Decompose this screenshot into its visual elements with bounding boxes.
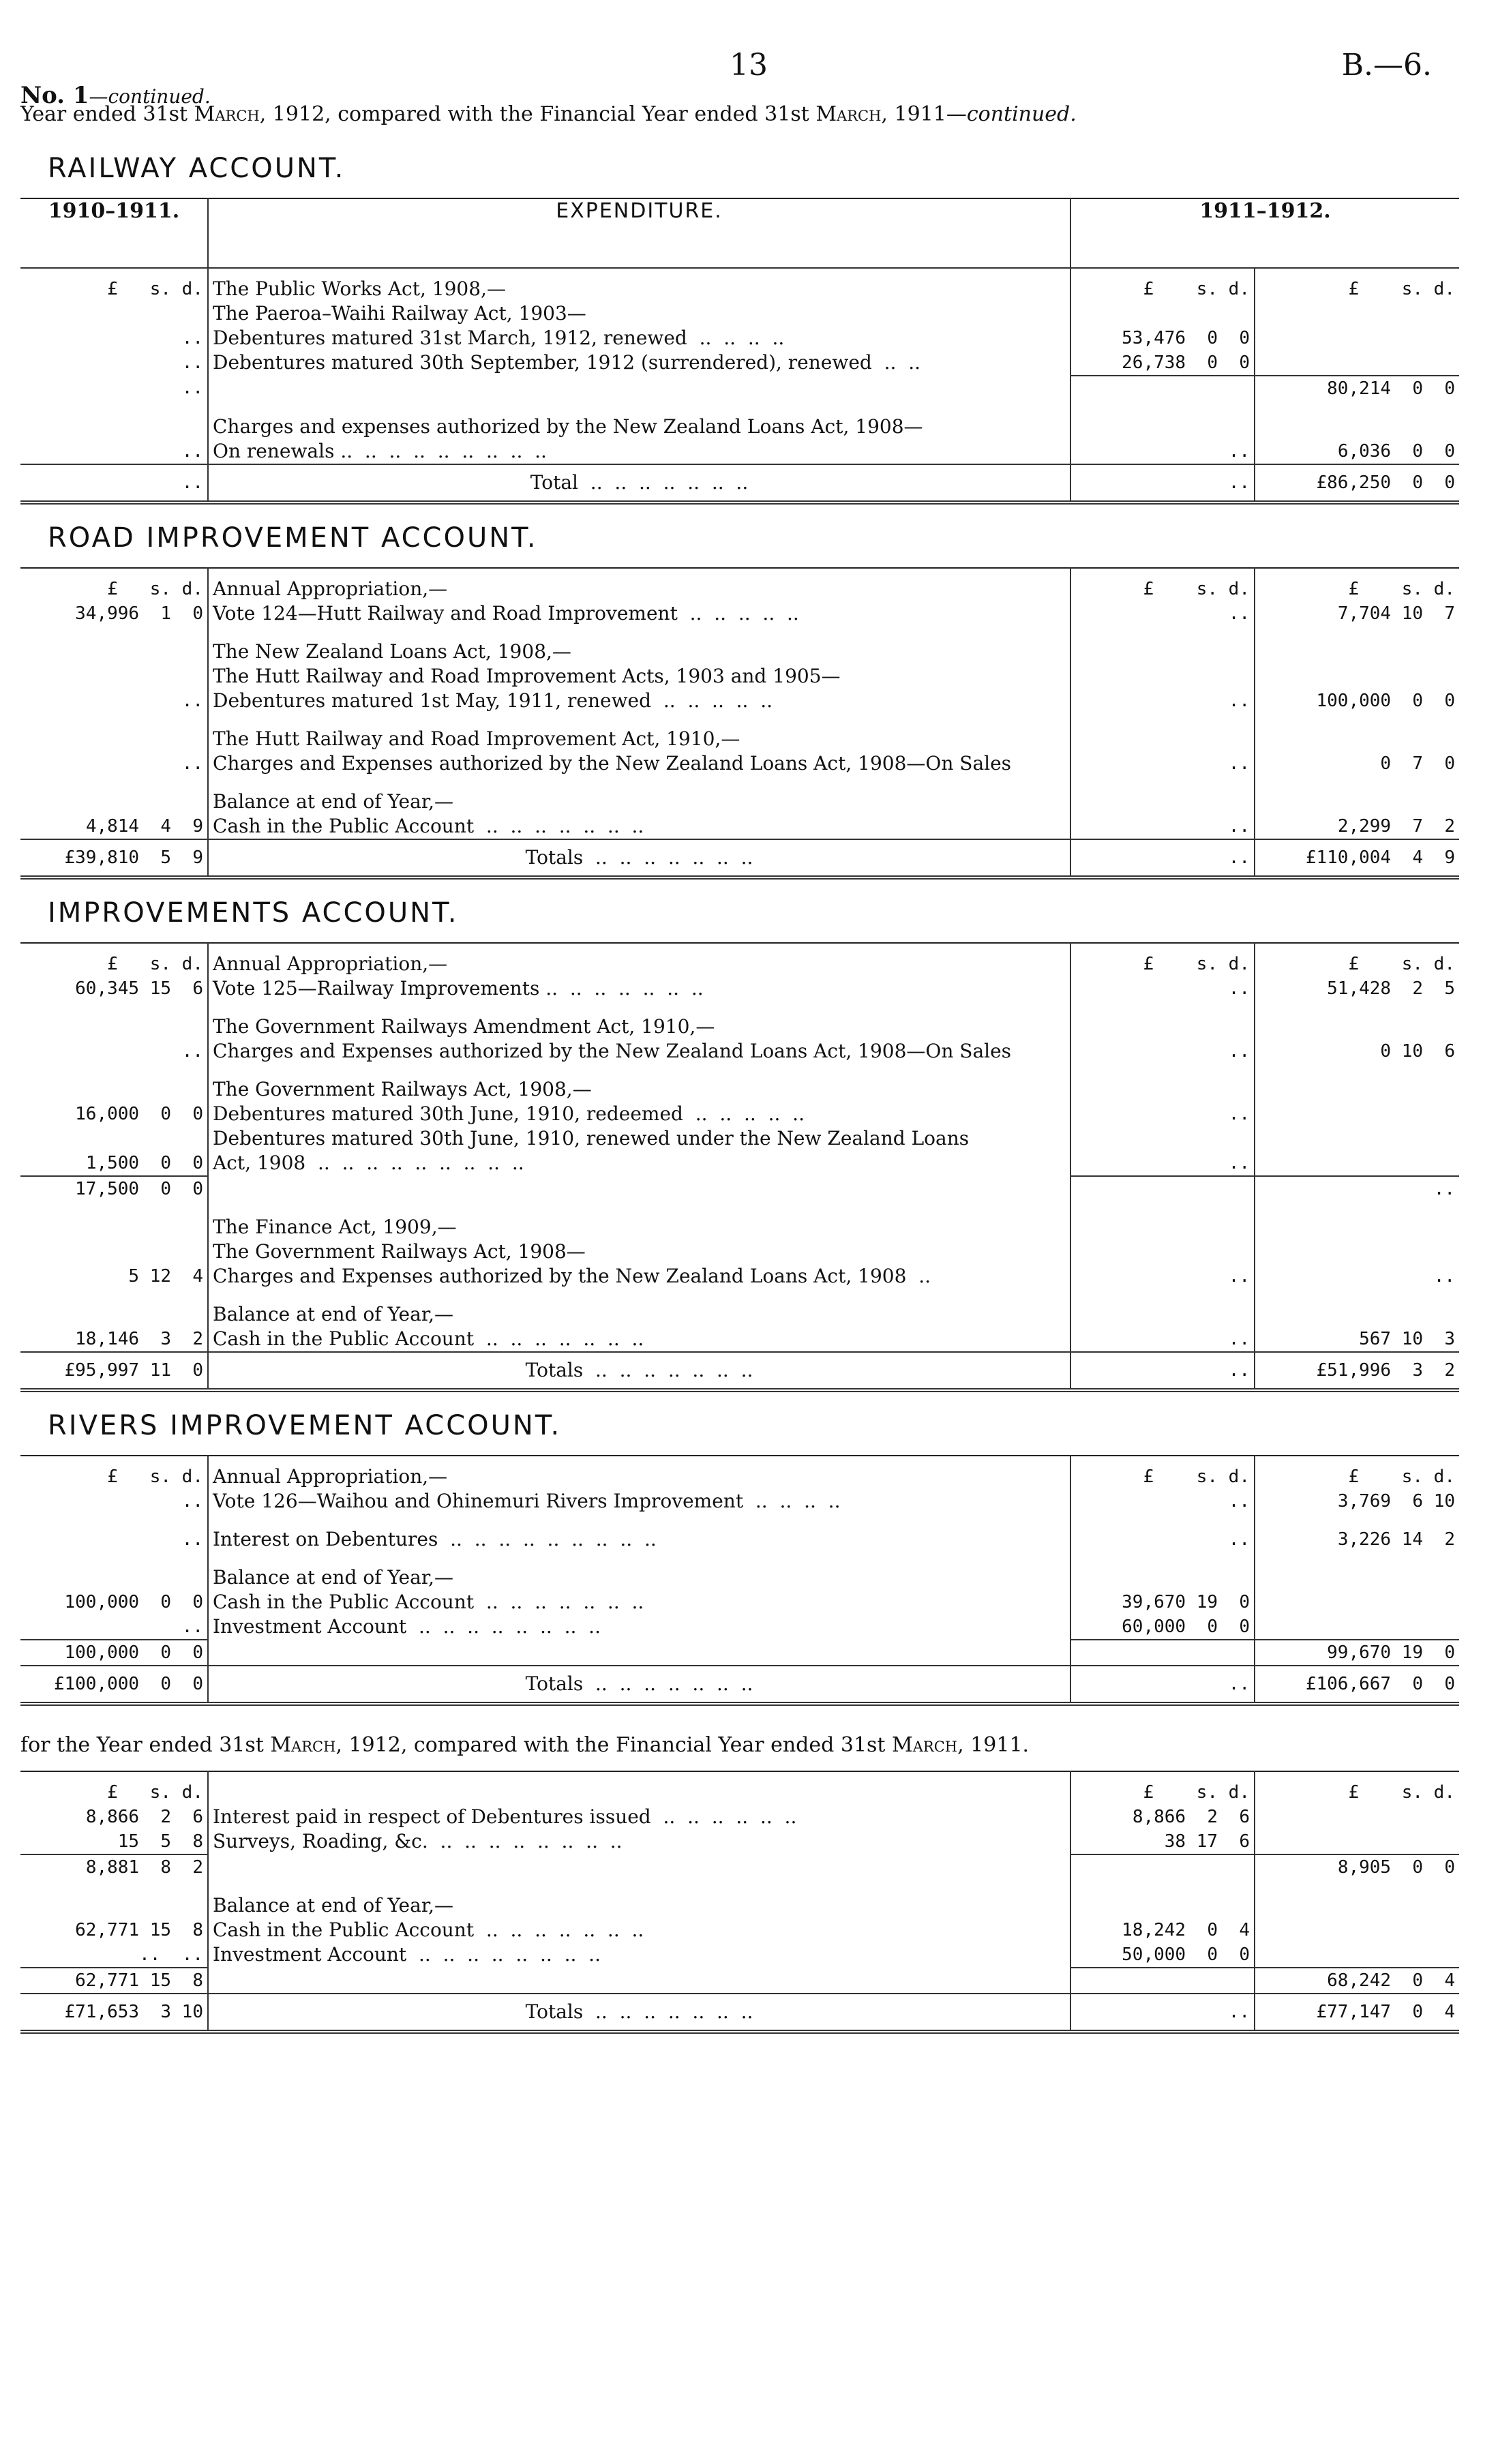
last-cell-a: 8,866 2 6: [85, 1807, 203, 1827]
improvements-cell-c: [1070, 1126, 1255, 1151]
rivers-cell-a: 100,000 0 0: [20, 1640, 208, 1666]
railway-total-b: Total .. .. .. .. .. .. ..: [208, 464, 1070, 502]
rivers-row: [20, 1456, 1459, 1489]
improvements-cell-c: [1070, 1289, 1255, 1327]
railway-cell-a: £ s. d.: [107, 279, 203, 299]
improvements-row: [20, 1327, 1459, 1352]
railway-cell-d: £ s. d.: [1255, 268, 1459, 301]
last-cell-d: [1255, 1880, 1459, 1918]
rivers-cell-d: [1255, 1552, 1459, 1590]
column-header-row: 1910–1911. EXPENDITURE. 1911–1912.: [20, 198, 1459, 268]
rivers-cell-b: Investment Account .. .. .. .. .. .. .. ..: [208, 1614, 1070, 1640]
last-cell-b: Surveys, Roading, &c. .. .. .. .. .. .. .. ..: [208, 1829, 1070, 1854]
improvements-row: [20, 1039, 1459, 1064]
railway-cell-d: 80,214 0 0: [1255, 376, 1459, 401]
improvements-cell-b: Charges and Expenses authorized by the New Zealand Loans Act, 1908 ..: [208, 1264, 1070, 1289]
improvements-cell-c: [1070, 1064, 1255, 1102]
improvements-row: [20, 1151, 1459, 1176]
last-total-row: [20, 1994, 1459, 2032]
road-cell-d: 100,000 0 0: [1255, 689, 1459, 713]
railway-cell-c: [1070, 376, 1255, 401]
road-cell-b: The New Zealand Loans Act, 1908,—: [208, 626, 1070, 664]
last-cell-c: 8,866 2 6: [1070, 1805, 1255, 1829]
last-total-b: Totals .. .. .. .. .. .. ..: [208, 1994, 1070, 2032]
rivers-cell-d: 3,769 6 10: [1255, 1489, 1459, 1514]
rivers-row: [20, 1552, 1459, 1590]
last-cell-b: [208, 1771, 1070, 1805]
road-cell-b: The Hutt Railway and Road Improvement Act, 1910,—: [208, 713, 1070, 751]
railway-cell-a: ..: [181, 328, 203, 348]
improvements-row: [20, 1201, 1459, 1239]
improvements-cell-a: 60,345 15 6: [75, 978, 203, 999]
last-total-a: £71,653 3 10: [20, 1994, 208, 2032]
road-cell-d: [1255, 626, 1459, 664]
last-row: [20, 1880, 1459, 1918]
improvements-cell-d: 51,428 2 5: [1255, 976, 1459, 1001]
last-cell-b: Cash in the Public Account .. .. .. .. .. .. ..: [208, 1918, 1070, 1942]
railway-row: [20, 268, 1459, 301]
road-row: [20, 664, 1459, 689]
railway-cell-a: ..: [181, 352, 203, 373]
improvements-cell-c: [1070, 1201, 1255, 1239]
improvements-cell-d: [1255, 1064, 1459, 1102]
last-cell-c: [1070, 1968, 1255, 1994]
improvements-cell-a: [20, 1001, 208, 1039]
road-cell-a: 4,814 4 9: [85, 816, 203, 837]
road-cell-a: [20, 776, 208, 814]
rivers-cell-a: [20, 1552, 208, 1590]
improvements-cell-c: ..: [1070, 976, 1255, 1001]
improvements-cell-d: ..: [1255, 1264, 1459, 1289]
last-cell-d: [1255, 1918, 1459, 1942]
improvements-total-d: £51,996 3 2: [1255, 1352, 1459, 1390]
improvements-cell-b: Act, 1908 .. .. .. .. .. .. .. .. ..: [208, 1151, 1070, 1176]
improvements-cell-c: [1070, 1001, 1255, 1039]
debentures-account-table: [20, 1771, 1459, 2034]
last-total-c: ..: [1070, 1994, 1255, 2032]
rivers-total-d: £106,667 0 0: [1255, 1666, 1459, 1704]
improvements-cell-d: [1255, 1201, 1459, 1239]
improvements-account-title: IMPROVEMENTS ACCOUNT.: [48, 897, 459, 929]
improvements-cell-b: Balance at end of Year,—: [208, 1289, 1070, 1327]
rivers-cell-a: £ s. d.: [107, 1467, 203, 1487]
improvements-cell-a: 5 12 4: [128, 1266, 203, 1287]
improvements-cell-a: 1,500 0 0: [85, 1153, 203, 1173]
road-cell-c: ..: [1070, 814, 1255, 839]
road-cell-c: [1070, 713, 1255, 751]
railway-cell-d: 6,036 0 0: [1255, 439, 1459, 464]
road-row: [20, 689, 1459, 713]
last-cell-a: £ s. d.: [107, 1782, 203, 1803]
road-cell-c: [1070, 776, 1255, 814]
rivers-cell-a: 100,000 0 0: [64, 1592, 203, 1612]
road-improvement-account-table: [20, 567, 1459, 880]
road-total-b: Totals .. .. .. .. .. .. ..: [208, 839, 1070, 877]
rivers-cell-c: [1070, 1640, 1255, 1666]
road-cell-a: ..: [181, 753, 203, 774]
improvements-cell-d: ..: [1255, 1176, 1459, 1201]
last-cell-d: 8,905 0 0: [1255, 1854, 1459, 1880]
improvements-row: [20, 976, 1459, 1001]
rivers-cell-b: Annual Appropriation,—: [208, 1456, 1070, 1489]
railway-cell-a: [20, 301, 208, 326]
road-cell-c: [1070, 626, 1255, 664]
last-row: [20, 1918, 1459, 1942]
road-cell-c: £ s. d.: [1070, 568, 1255, 601]
improvements-cell-b: Debentures matured 30th June, 1910, renewed under the New Zealand Loans: [208, 1126, 1070, 1151]
road-cell-d: [1255, 713, 1459, 751]
improvements-cell-d: [1255, 1126, 1459, 1151]
railway-cell-a: [20, 401, 208, 439]
page-number: 13: [730, 48, 768, 82]
road-row: [20, 751, 1459, 776]
road-cell-d: 0 7 0: [1255, 751, 1459, 776]
rivers-row: [20, 1590, 1459, 1614]
railway-cell-b: The Paeroa–Waihi Railway Act, 1903—: [208, 301, 1070, 326]
footer-year-line: for the Year ended 31st March, 1912, compared with the Financial Year ended 31st March, 1911.: [20, 1733, 1030, 1757]
road-cell-b: The Hutt Railway and Road Improvement Acts, 1903 and 1905—: [208, 664, 1070, 689]
rivers-row: [20, 1614, 1459, 1640]
railway-cell-d: [1255, 326, 1459, 350]
continued-heading: No. 1—continued.: [20, 82, 211, 109]
improvements-cell-d: [1255, 1102, 1459, 1126]
rivers-cell-b: Balance at end of Year,—: [208, 1552, 1070, 1590]
rivers-row: [20, 1640, 1459, 1666]
railway-cell-c: 26,738 0 0: [1070, 350, 1255, 376]
last-row: [20, 1942, 1459, 1968]
rivers-cell-c: £ s. d.: [1070, 1456, 1255, 1489]
last-cell-d: [1255, 1942, 1459, 1968]
improvements-cell-b: The Government Railways Act, 1908—: [208, 1239, 1070, 1264]
rivers-cell-d: £ s. d.: [1255, 1456, 1459, 1489]
rivers-cell-c: ..: [1070, 1514, 1255, 1552]
improvements-cell-c: ..: [1070, 1102, 1255, 1126]
last-cell-d: [1255, 1829, 1459, 1854]
rivers-cell-b: [208, 1640, 1070, 1666]
improvements-total-a: £95,997 11 0: [20, 1352, 208, 1390]
improvements-row: [20, 1289, 1459, 1327]
document-reference: B.—6.: [1341, 48, 1432, 82]
last-cell-a: [20, 1880, 208, 1918]
improvements-cell-a: £ s. d.: [107, 954, 203, 974]
last-cell-d: 68,242 0 4: [1255, 1968, 1459, 1994]
road-row: [20, 814, 1459, 839]
improvements-cell-b: Vote 125—Railway Improvements .. .. .. .. .. .. ..: [208, 976, 1070, 1001]
railway-total-c: ..: [1070, 464, 1255, 502]
road-cell-d: £ s. d.: [1255, 568, 1459, 601]
rivers-row: [20, 1514, 1459, 1552]
last-cell-d: £ s. d.: [1255, 1771, 1459, 1805]
railway-cell-c: ..: [1070, 439, 1255, 464]
improvements-row: [20, 1264, 1459, 1289]
road-cell-c: ..: [1070, 751, 1255, 776]
road-cell-d: [1255, 664, 1459, 689]
rivers-cell-a: ..: [181, 1617, 203, 1637]
last-cell-a: 15 5 8: [117, 1831, 203, 1852]
road-cell-b: Balance at end of Year,—: [208, 776, 1070, 814]
improvements-row: [20, 1126, 1459, 1151]
rivers-cell-c: [1070, 1552, 1255, 1590]
last-cell-b: [208, 1968, 1070, 1994]
railway-account-title: RAILWAY ACCOUNT.: [48, 153, 346, 184]
last-row: [20, 1805, 1459, 1829]
improvements-cell-c: [1070, 1239, 1255, 1264]
railway-row: [20, 350, 1459, 376]
improvements-cell-c: £ s. d.: [1070, 943, 1255, 976]
rivers-cell-d: 3,226 14 2: [1255, 1514, 1459, 1552]
last-cell-a: 62,771 15 8: [75, 1920, 203, 1940]
improvements-row: [20, 1102, 1459, 1126]
last-row: [20, 1968, 1459, 1994]
rivers-total-a: £100,000 0 0: [20, 1666, 208, 1704]
last-cell-a: 62,771 15 8: [20, 1968, 208, 1994]
improvements-cell-a: [20, 1289, 208, 1327]
rivers-cell-c: 39,670 19 0: [1070, 1590, 1255, 1614]
improvements-cell-b: Cash in the Public Account .. .. .. .. .. .. ..: [208, 1327, 1070, 1352]
road-row: [20, 601, 1459, 626]
road-cell-a: [20, 664, 208, 689]
road-cell-a: [20, 626, 208, 664]
road-total-a: £39,810 5 9: [20, 839, 208, 877]
improvements-cell-b: [208, 1176, 1070, 1201]
road-cell-b: Charges and Expenses authorized by the New Zealand Loans Act, 1908—On Sales: [208, 751, 1070, 776]
improvements-cell-a: 16,000 0 0: [75, 1104, 203, 1124]
rivers-total-c: ..: [1070, 1666, 1255, 1704]
road-row: [20, 568, 1459, 601]
improvements-cell-d: 0 10 6: [1255, 1039, 1459, 1064]
road-cell-a: £ s. d.: [107, 579, 203, 599]
improvements-account-table: [20, 942, 1459, 1392]
improvements-cell-a: [20, 1064, 208, 1102]
last-cell-b: Interest paid in respect of Debentures issued .. .. .. .. .. ..: [208, 1805, 1070, 1829]
improvements-cell-a: [20, 1126, 208, 1151]
improvements-cell-d: [1255, 1239, 1459, 1264]
improvements-total-c: ..: [1070, 1352, 1255, 1390]
railway-cell-b: The Public Works Act, 1908,—: [208, 268, 1070, 301]
rivers-cell-a: ..: [181, 1491, 203, 1512]
railway-cell-d: [1255, 301, 1459, 326]
railway-cell-b: [208, 376, 1070, 401]
improvements-cell-c: ..: [1070, 1327, 1255, 1352]
railway-row: [20, 401, 1459, 439]
rivers-cell-d: [1255, 1590, 1459, 1614]
rivers-cell-c: 60,000 0 0: [1070, 1614, 1255, 1640]
improvements-cell-d: [1255, 1001, 1459, 1039]
last-cell-a: 8,881 8 2: [20, 1854, 208, 1880]
improvements-cell-c: ..: [1070, 1151, 1255, 1176]
improvements-total-b: Totals .. .. .. .. .. .. ..: [208, 1352, 1070, 1390]
improvements-cell-a: ..: [181, 1041, 203, 1062]
rivers-total-row: [20, 1666, 1459, 1704]
last-cell-b: Investment Account .. .. .. .. .. .. .. ..: [208, 1942, 1070, 1968]
last-row: [20, 1854, 1459, 1880]
road-cell-a: ..: [181, 691, 203, 711]
railway-cell-c: [1070, 301, 1255, 326]
rivers-cell-a: ..: [181, 1529, 203, 1550]
document-page: [20, 27, 1459, 2034]
improvements-cell-a: 17,500 0 0: [20, 1176, 208, 1201]
railway-cell-a: ..: [181, 441, 203, 462]
improvements-cell-b: The Government Railways Act, 1908,—: [208, 1064, 1070, 1102]
road-improvement-account-title: ROAD IMPROVEMENT ACCOUNT.: [48, 522, 538, 554]
road-total-d: £110,004 4 9: [1255, 839, 1459, 877]
road-cell-a: 34,996 1 0: [75, 603, 203, 624]
improvements-cell-a: 18,146 3 2: [75, 1329, 203, 1349]
railway-row: [20, 326, 1459, 350]
road-cell-d: [1255, 776, 1459, 814]
road-cell-a: [20, 713, 208, 751]
year-line: Year ended 31st March, 1912, compared with the Financial Year ended 31st March, 1911—continued.: [20, 102, 1077, 126]
page-header: [20, 27, 1459, 109]
improvements-cell-b: Debentures matured 30th June, 1910, redeemed .. .. .. .. ..: [208, 1102, 1070, 1126]
road-cell-c: ..: [1070, 689, 1255, 713]
improvements-row: [20, 1176, 1459, 1201]
improvements-cell-b: The Finance Act, 1909,—: [208, 1201, 1070, 1239]
road-cell-b: Debentures matured 1st May, 1911, renewed .. .. .. .. ..: [208, 689, 1070, 713]
rivers-total-b: Totals .. .. .. .. .. .. ..: [208, 1666, 1070, 1704]
railway-cell-d: [1255, 350, 1459, 376]
rivers-improvement-account-table: [20, 1455, 1459, 1706]
improvements-total-row: [20, 1352, 1459, 1390]
railway-cell-a: ..: [181, 378, 203, 398]
improvements-cell-c: ..: [1070, 1264, 1255, 1289]
improvements-cell-c: ..: [1070, 1039, 1255, 1064]
road-row: [20, 713, 1459, 751]
improvements-row: [20, 1239, 1459, 1264]
road-total-row: [20, 839, 1459, 877]
railway-cell-b: Debentures matured 30th September, 1912 (surrendered), renewed .. ..: [208, 350, 1070, 376]
rivers-cell-d: 99,670 19 0: [1255, 1640, 1459, 1666]
improvements-row: [20, 1064, 1459, 1102]
railway-total-d: £86,250 0 0: [1255, 464, 1459, 502]
railway-row: [20, 301, 1459, 326]
improvements-cell-d: £ s. d.: [1255, 943, 1459, 976]
last-total-d: £77,147 0 4: [1255, 1994, 1459, 2032]
rivers-cell-b: Interest on Debentures .. .. .. .. .. .. .. .. ..: [208, 1514, 1070, 1552]
last-cell-a: .. ..: [139, 1944, 203, 1965]
railway-row: [20, 439, 1459, 464]
improvements-row: [20, 1001, 1459, 1039]
last-cell-c: 50,000 0 0: [1070, 1942, 1255, 1968]
railway-total-row: [20, 464, 1459, 502]
last-row: [20, 1829, 1459, 1854]
railway-cell-d: [1255, 401, 1459, 439]
railway-cell-c: 53,476 0 0: [1070, 326, 1255, 350]
last-cell-c: 18,242 0 4: [1070, 1918, 1255, 1942]
railway-row: [20, 376, 1459, 401]
last-row: [20, 1771, 1459, 1805]
road-cell-c: ..: [1070, 601, 1255, 626]
railway-account-table: [20, 198, 1459, 505]
road-cell-b: Annual Appropriation,—: [208, 568, 1070, 601]
road-cell-d: 2,299 7 2: [1255, 814, 1459, 839]
railway-total-a: ..: [20, 464, 208, 502]
improvements-cell-d: 567 10 3: [1255, 1327, 1459, 1352]
last-cell-b: [208, 1854, 1070, 1880]
last-cell-d: [1255, 1805, 1459, 1829]
road-cell-b: Cash in the Public Account .. .. .. .. .. .. ..: [208, 814, 1070, 839]
rivers-cell-b: Cash in the Public Account .. .. .. .. .. .. ..: [208, 1590, 1070, 1614]
improvements-cell-b: The Government Railways Amendment Act, 1910,—: [208, 1001, 1070, 1039]
last-cell-c: £ s. d.: [1070, 1771, 1255, 1805]
improvements-cell-a: [20, 1239, 208, 1264]
railway-cell-b: On renewals .. .. .. .. .. .. .. .. ..: [208, 439, 1070, 464]
improvements-row: [20, 943, 1459, 976]
improvements-cell-d: [1255, 1289, 1459, 1327]
last-cell-c: 38 17 6: [1070, 1829, 1255, 1854]
road-total-c: ..: [1070, 839, 1255, 877]
road-row: [20, 626, 1459, 664]
road-cell-d: 7,704 10 7: [1255, 601, 1459, 626]
improvements-cell-a: [20, 1201, 208, 1239]
improvements-cell-c: [1070, 1176, 1255, 1201]
rivers-cell-c: ..: [1070, 1489, 1255, 1514]
last-cell-c: [1070, 1854, 1255, 1880]
rivers-row: [20, 1489, 1459, 1514]
rivers-improvement-account-title: RIVERS IMPROVEMENT ACCOUNT.: [48, 1410, 562, 1441]
improvements-cell-d: [1255, 1151, 1459, 1176]
road-row: [20, 776, 1459, 814]
railway-cell-c: £ s. d.: [1070, 268, 1255, 301]
railway-cell-b: Debentures matured 31st March, 1912, renewed .. .. .. ..: [208, 326, 1070, 350]
improvements-cell-b: Annual Appropriation,—: [208, 943, 1070, 976]
railway-cell-b: Charges and expenses authorized by the New Zealand Loans Act, 1908—: [208, 401, 1070, 439]
road-cell-c: [1070, 664, 1255, 689]
last-cell-b: Balance at end of Year,—: [208, 1880, 1070, 1918]
rivers-cell-b: Vote 126—Waihou and Ohinemuri Rivers Improvement .. .. .. ..: [208, 1489, 1070, 1514]
railway-cell-c: [1070, 401, 1255, 439]
road-cell-b: Vote 124—Hutt Railway and Road Improvement .. .. .. .. ..: [208, 601, 1070, 626]
rivers-cell-d: [1255, 1614, 1459, 1640]
last-cell-c: [1070, 1880, 1255, 1918]
improvements-cell-b: Charges and Expenses authorized by the New Zealand Loans Act, 1908—On Sales: [208, 1039, 1070, 1064]
